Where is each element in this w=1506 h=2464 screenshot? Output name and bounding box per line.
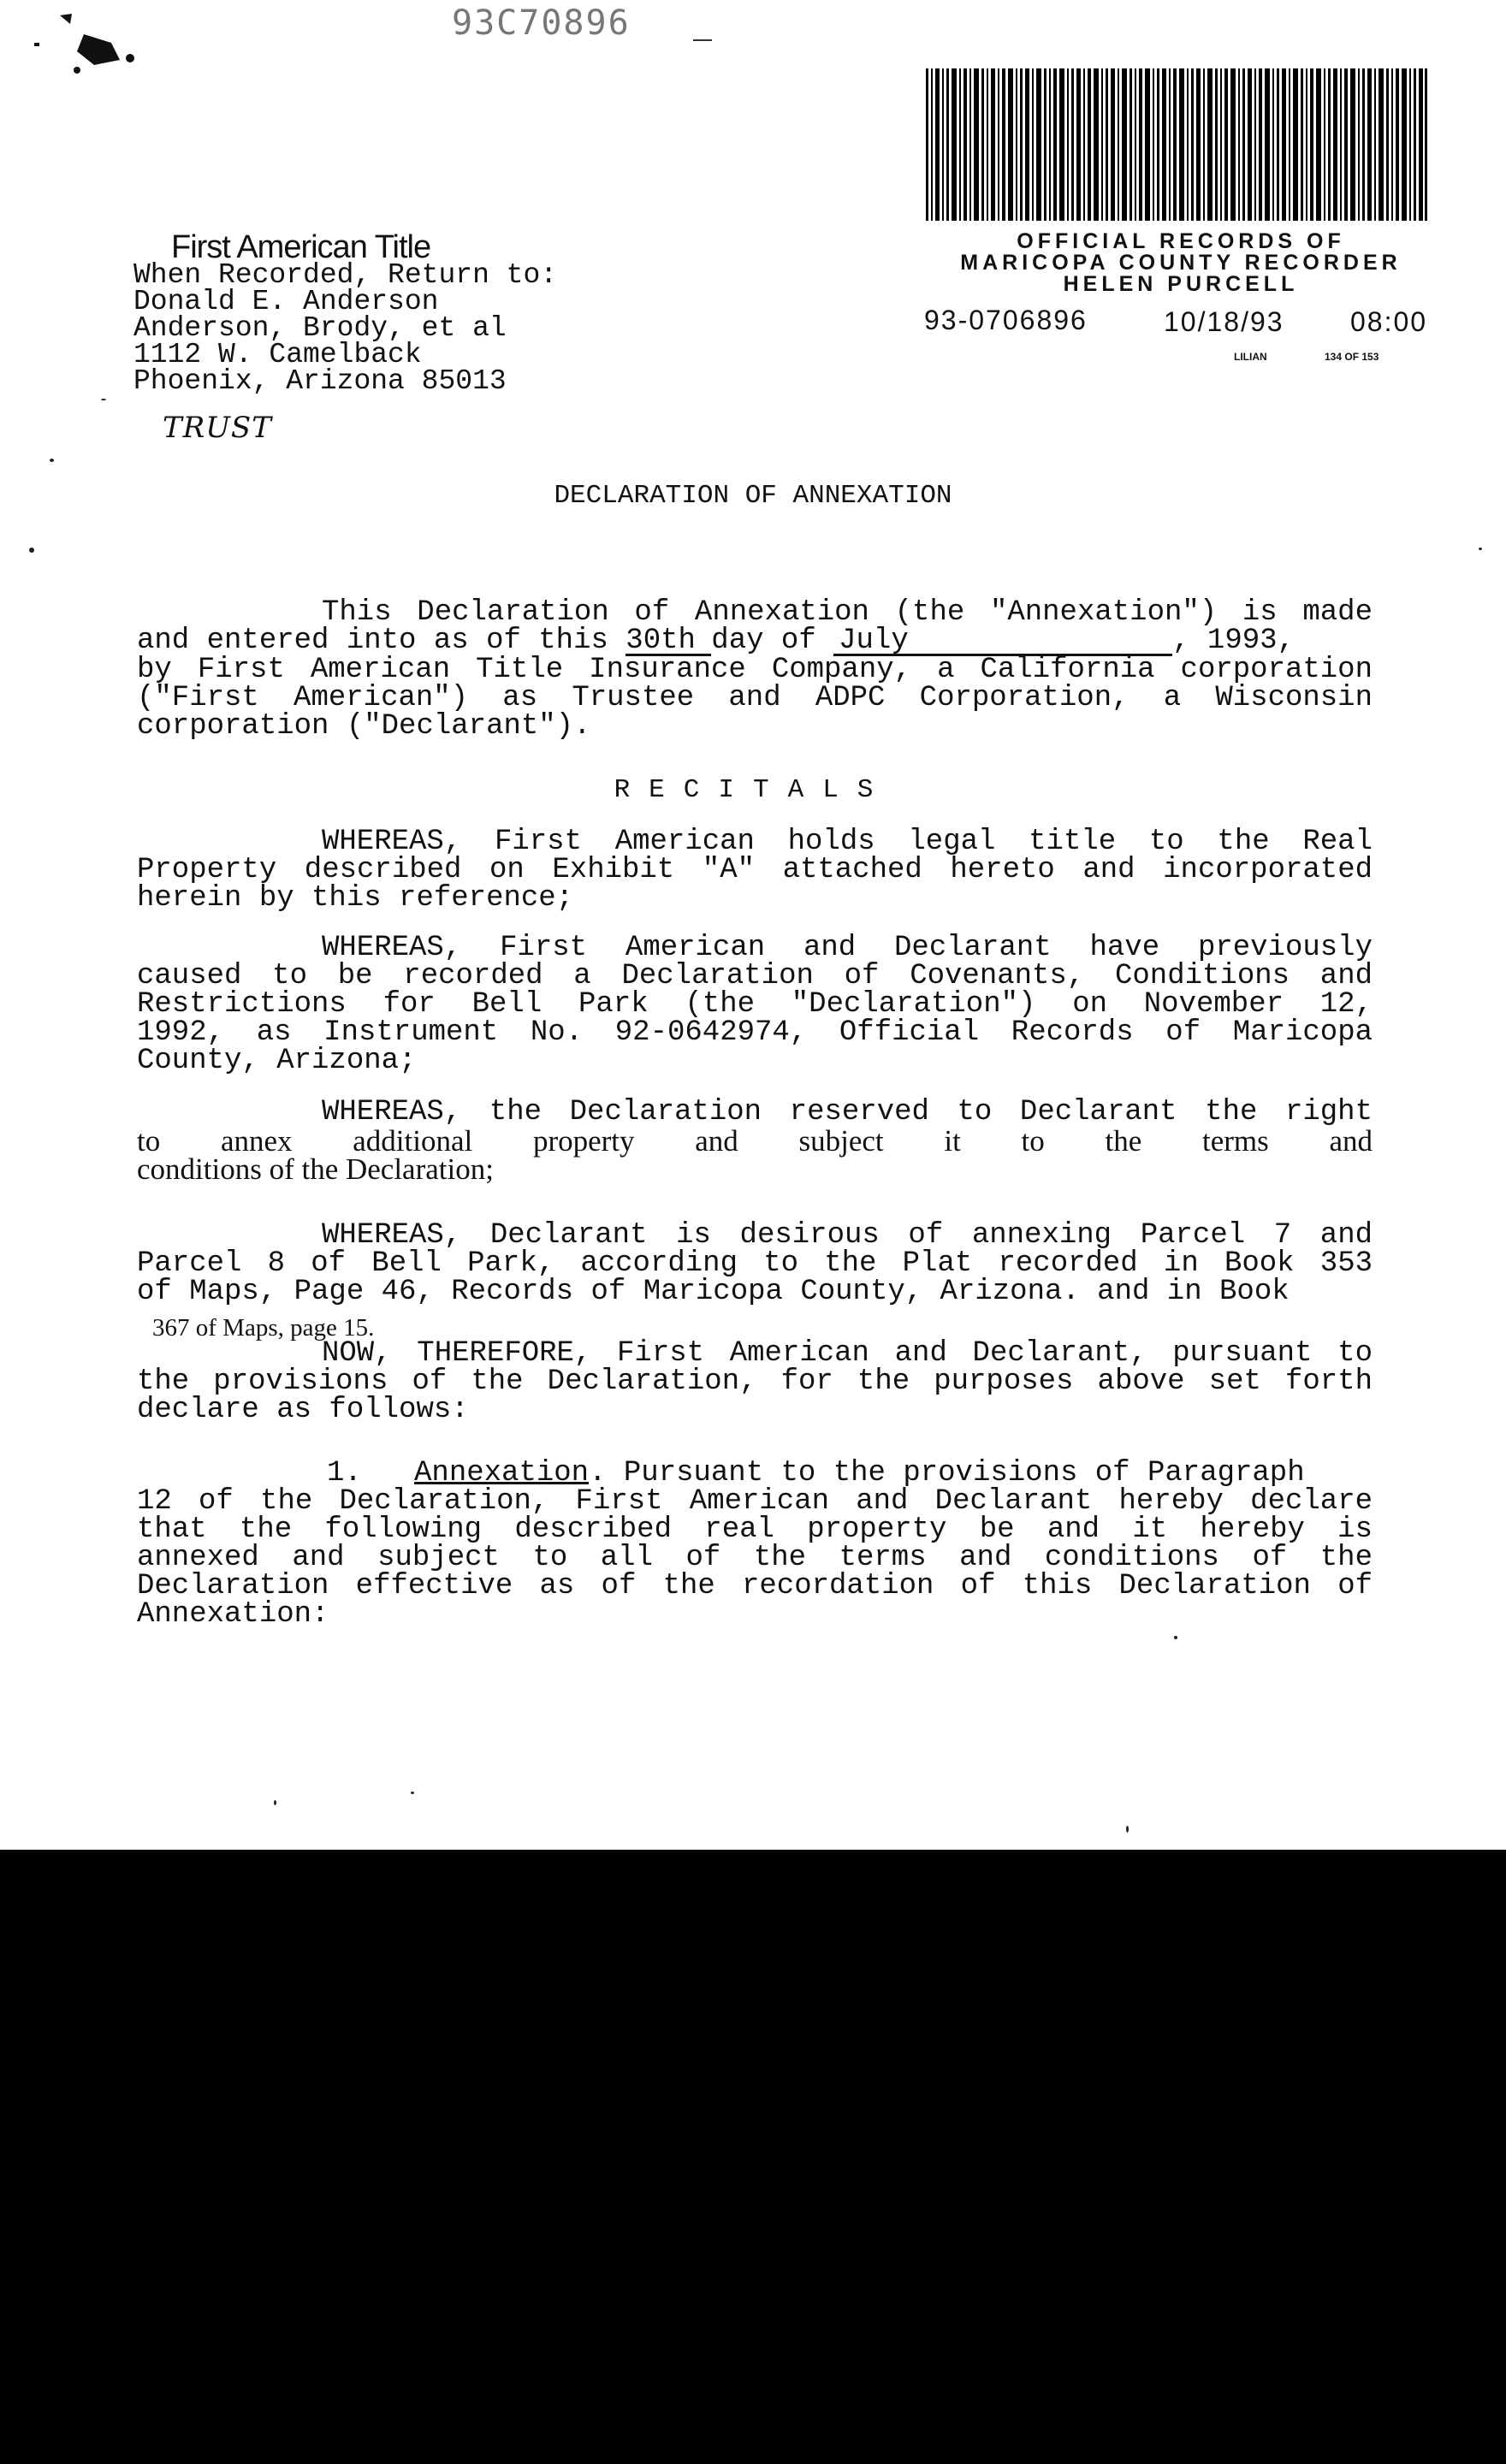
inserted-note: 367 of Maps, page 15. xyxy=(152,1314,375,1342)
intro-text: and entered into as of this xyxy=(137,625,608,657)
paragraph-line: WHEREAS, Declarant is desirous of annexing Parcel 7 and xyxy=(322,1219,1373,1252)
section-text: . Pursuant to the provisions of Paragraph xyxy=(589,1457,1305,1490)
paragraph-line: 1992, as Instrument No. 92-0642974, Official Records of Maricopa xyxy=(137,1016,1373,1049)
instrument-number: 93-0706896 xyxy=(924,305,1088,335)
paragraph-line: WHEREAS, First American holds legal title to the Real xyxy=(322,826,1373,858)
scan-black-region xyxy=(0,1850,1506,2464)
paragraph-line: Declaration effective as of the recordation of this Declaration of xyxy=(137,1570,1373,1602)
paragraph-line: herein by this reference; xyxy=(137,882,574,915)
handwritten-note: TRUST xyxy=(163,411,272,445)
paragraph-line: conditions of the Declaration; xyxy=(137,1152,494,1186)
paragraph-line: that the following described real property be and it hereby is xyxy=(137,1513,1373,1546)
recording-clerk: LILIAN xyxy=(1234,351,1267,363)
paragraph-line: NOW, THEREFORE, First American and Declarant, pursuant to xyxy=(322,1337,1373,1370)
paragraph-line: to annex additional property and subject it to the terms and xyxy=(137,1124,1373,1158)
return-address-line: Donald E. Anderson xyxy=(133,286,439,317)
recorder-line: HELEN PURCELL xyxy=(1063,272,1299,296)
section-number: 1. xyxy=(327,1457,362,1490)
return-address-line: When Recorded, Return to: xyxy=(133,259,558,291)
section-heading-line xyxy=(137,1457,1373,1490)
day-blank: 30th xyxy=(626,628,711,656)
barcode xyxy=(926,68,1427,221)
scan-speck xyxy=(1126,1826,1129,1833)
scan-speck xyxy=(101,399,106,400)
document-title: DECLARATION OF ANNEXATION xyxy=(554,481,952,511)
paragraph-line: Property described on Exhibit "A" attached hereto and incorporated xyxy=(137,854,1373,886)
whereas-paragraph-3 xyxy=(137,1096,1373,1186)
now-therefore-paragraph xyxy=(137,1337,1373,1426)
recorder-line: MARICOPA COUNTY RECORDER xyxy=(960,251,1402,275)
title-company-name: First American Title xyxy=(171,229,431,265)
scan-speck xyxy=(29,548,34,553)
scan-corner-mark xyxy=(34,9,137,77)
paragraph-line: WHEREAS, First American and Declarant have previously xyxy=(322,932,1373,964)
recitals-heading: RECITALS xyxy=(614,775,892,805)
whereas-paragraph-4 xyxy=(137,1219,1373,1308)
recording-time: 08:00 xyxy=(1350,306,1428,337)
page-count: 134 OF 153 xyxy=(1325,351,1379,363)
paragraph-line: WHEREAS, the Declaration reserved to Declarant the right xyxy=(322,1096,1373,1128)
month-blank: July xyxy=(833,628,1172,656)
scan-speck xyxy=(1479,548,1482,550)
return-address-line: Anderson, Brody, et al xyxy=(133,312,507,344)
paragraph-line: Annexation: xyxy=(137,1598,329,1631)
scan-mark xyxy=(693,39,712,41)
whereas-paragraph-2 xyxy=(137,934,1373,1075)
recording-stamp-number: 93C70896 xyxy=(452,3,631,43)
paragraph-line: caused to be recorded a Declaration of Covenants, Conditions and xyxy=(137,960,1373,992)
scan-speck xyxy=(274,1800,276,1805)
intro-paragraph xyxy=(137,596,1373,743)
paragraph-line: declare as follows: xyxy=(137,1394,469,1426)
recorder-block xyxy=(933,231,1429,295)
section-1-annexation xyxy=(137,1457,1373,1631)
paragraph-line: Restrictions for Bell Park (the "Declaration") on November 12, xyxy=(137,988,1373,1021)
intro-text: , 1993, xyxy=(1172,625,1295,657)
paragraph-line: annexed and subject to all of the terms and conditions of the xyxy=(137,1542,1373,1574)
intro-line: This Declaration of Annexation (the "Annexation") is made xyxy=(322,596,1373,629)
intro-line: corporation ("Declarant"). xyxy=(137,710,591,743)
recording-date: 10/18/93 xyxy=(1164,306,1284,337)
paragraph-line: of Maps, Page 46, Records of Maricopa County, Arizona. and in Book xyxy=(137,1276,1290,1308)
recorder-line: OFFICIAL RECORDS OF xyxy=(1017,229,1345,253)
paragraph-line: 12 of the Declaration, First American and Declarant hereby declare xyxy=(137,1485,1373,1518)
scan-speck xyxy=(411,1792,414,1794)
intro-line: by First American Title Insurance Company, a California corporation xyxy=(137,654,1373,686)
intro-line: ("First American") as Trustee and ADPC Corporation, a Wisconsin xyxy=(137,682,1373,714)
return-address-line: Phoenix, Arizona 85013 xyxy=(133,365,507,397)
return-address xyxy=(133,259,558,397)
scan-speck xyxy=(50,459,54,462)
paragraph-line: Parcel 8 of Bell Park, according to the Plat recorded in Book 353 xyxy=(137,1247,1373,1280)
scan-speck xyxy=(1174,1636,1177,1639)
paragraph-line: County, Arizona; xyxy=(137,1045,417,1077)
paragraph-line: the provisions of the Declaration, for the purposes above set forth xyxy=(137,1365,1373,1398)
section-heading: Annexation xyxy=(414,1457,590,1490)
intro-date-line xyxy=(137,627,1373,656)
intro-text: day of xyxy=(711,625,816,657)
return-address-line: 1112 W. Camelback xyxy=(133,339,422,370)
whereas-paragraph-1 xyxy=(137,828,1373,913)
